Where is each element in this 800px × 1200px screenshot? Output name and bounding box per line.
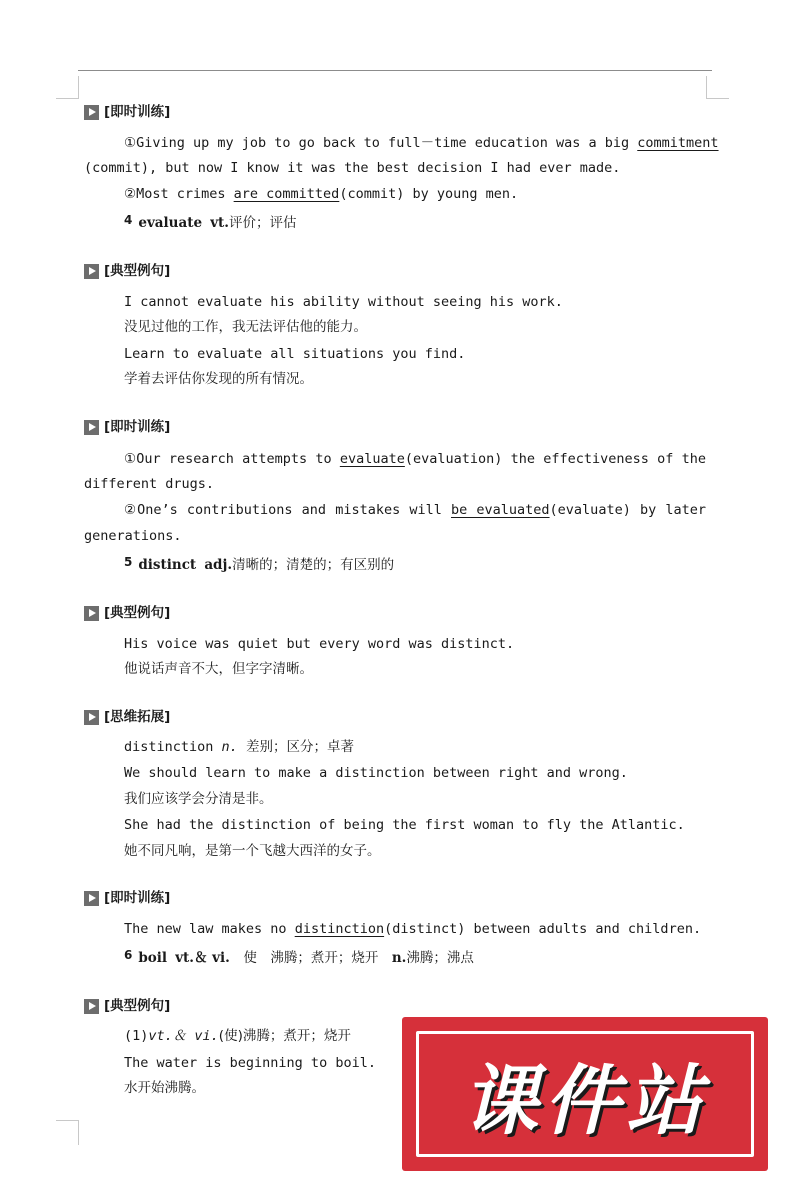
section-heading-examples bbox=[84, 996, 170, 1016]
example-english: We should learn to make a distinction between right and wrong. bbox=[124, 765, 628, 781]
vocab-entry-evaluate: 4 evaluate vt.评价；评估 bbox=[124, 213, 297, 231]
header-rule bbox=[78, 70, 712, 71]
crop-mark-top-right bbox=[706, 76, 729, 99]
section-heading-examples bbox=[84, 261, 170, 281]
watermark-stamp bbox=[402, 1017, 768, 1171]
section-title: [即时训练] bbox=[104, 419, 171, 435]
stamp-text: 课件站 bbox=[462, 1055, 708, 1145]
crop-mark-top-left bbox=[56, 76, 79, 99]
example-chinese: 我们应该学会分清是非。 bbox=[124, 791, 273, 807]
answer-blank: are committed bbox=[233, 186, 340, 202]
section-heading-practice bbox=[84, 417, 170, 437]
answer-blank: evaluate bbox=[339, 451, 405, 467]
example-english: She had the distinction of being the first woman to fly the Atlantic. bbox=[124, 817, 685, 833]
play-icon bbox=[84, 891, 99, 906]
play-icon bbox=[84, 710, 99, 725]
exercise-line: different drugs. bbox=[84, 476, 215, 492]
section-title: [典型例句] bbox=[104, 263, 171, 279]
exercise-line: ①Our research attempts to evaluate(evaluation) the effectiveness of the bbox=[124, 451, 707, 467]
section-title: [即时训练] bbox=[104, 890, 171, 906]
exercise-line: ②One’s contributions and mistakes will be evaluated(evaluate) by later bbox=[124, 502, 706, 518]
answer-blank: distinction bbox=[294, 921, 385, 937]
play-icon bbox=[84, 420, 99, 435]
section-heading-practice bbox=[84, 888, 170, 908]
example-english: I cannot evaluate his ability without seeing his work. bbox=[124, 294, 563, 310]
example-chinese: 学着去评估你发现的所有情况。 bbox=[124, 371, 313, 387]
example-english: His voice was quiet but every word was distinct. bbox=[124, 636, 515, 652]
exercise-line: The new law makes no distinction(distinct) between adults and children. bbox=[124, 921, 702, 937]
exercise-line: ①Giving up my job to go back to full－time education was a big commitment bbox=[124, 135, 719, 151]
exercise-line: generations. bbox=[84, 528, 182, 544]
sense-line: (1)vt.＆ vi.(使)沸腾；煮开；烧开 bbox=[124, 1028, 351, 1044]
section-title: [思维拓展] bbox=[104, 709, 171, 725]
crop-mark-bottom-left bbox=[56, 1120, 79, 1145]
answer-blank: commitment bbox=[637, 135, 719, 151]
extension-word: distinction n. 差别；区分；卓著 bbox=[124, 739, 354, 755]
section-heading-practice bbox=[84, 102, 170, 122]
section-title: [典型例句] bbox=[104, 998, 171, 1014]
example-english: The water is beginning to boil. bbox=[124, 1055, 376, 1071]
play-icon bbox=[84, 105, 99, 120]
section-title: [即时训练] bbox=[104, 104, 171, 120]
vocab-entry-distinct: 5 distinct adj.清晰的；清楚的；有区别的 bbox=[124, 555, 395, 573]
section-heading-examples bbox=[84, 603, 170, 623]
section-heading-extension bbox=[84, 707, 170, 727]
play-icon bbox=[84, 999, 99, 1014]
exercise-line: ②Most crimes are committed(commit) by young men. bbox=[124, 186, 519, 202]
example-chinese: 水开始沸腾。 bbox=[124, 1080, 205, 1096]
example-chinese: 他说话声音不大，但字字清晰。 bbox=[124, 661, 313, 677]
answer-blank: be evaluated bbox=[451, 502, 550, 518]
play-icon bbox=[84, 606, 99, 621]
example-chinese: 她不同凡响，是第一个飞越大西洋的女子。 bbox=[124, 843, 381, 859]
vocab-entry-boil: 6 boil vt.＆ vi. 使 沸腾；煮开；烧开 n.沸腾；沸点 bbox=[124, 948, 474, 966]
exercise-line: (commit), but now I know it was the best decision I had ever made. bbox=[84, 160, 621, 176]
play-icon bbox=[84, 264, 99, 279]
example-english: Learn to evaluate all situations you find. bbox=[124, 346, 466, 362]
section-title: [典型例句] bbox=[104, 605, 171, 621]
example-chinese: 没见过他的工作，我无法评估他的能力。 bbox=[124, 319, 367, 335]
